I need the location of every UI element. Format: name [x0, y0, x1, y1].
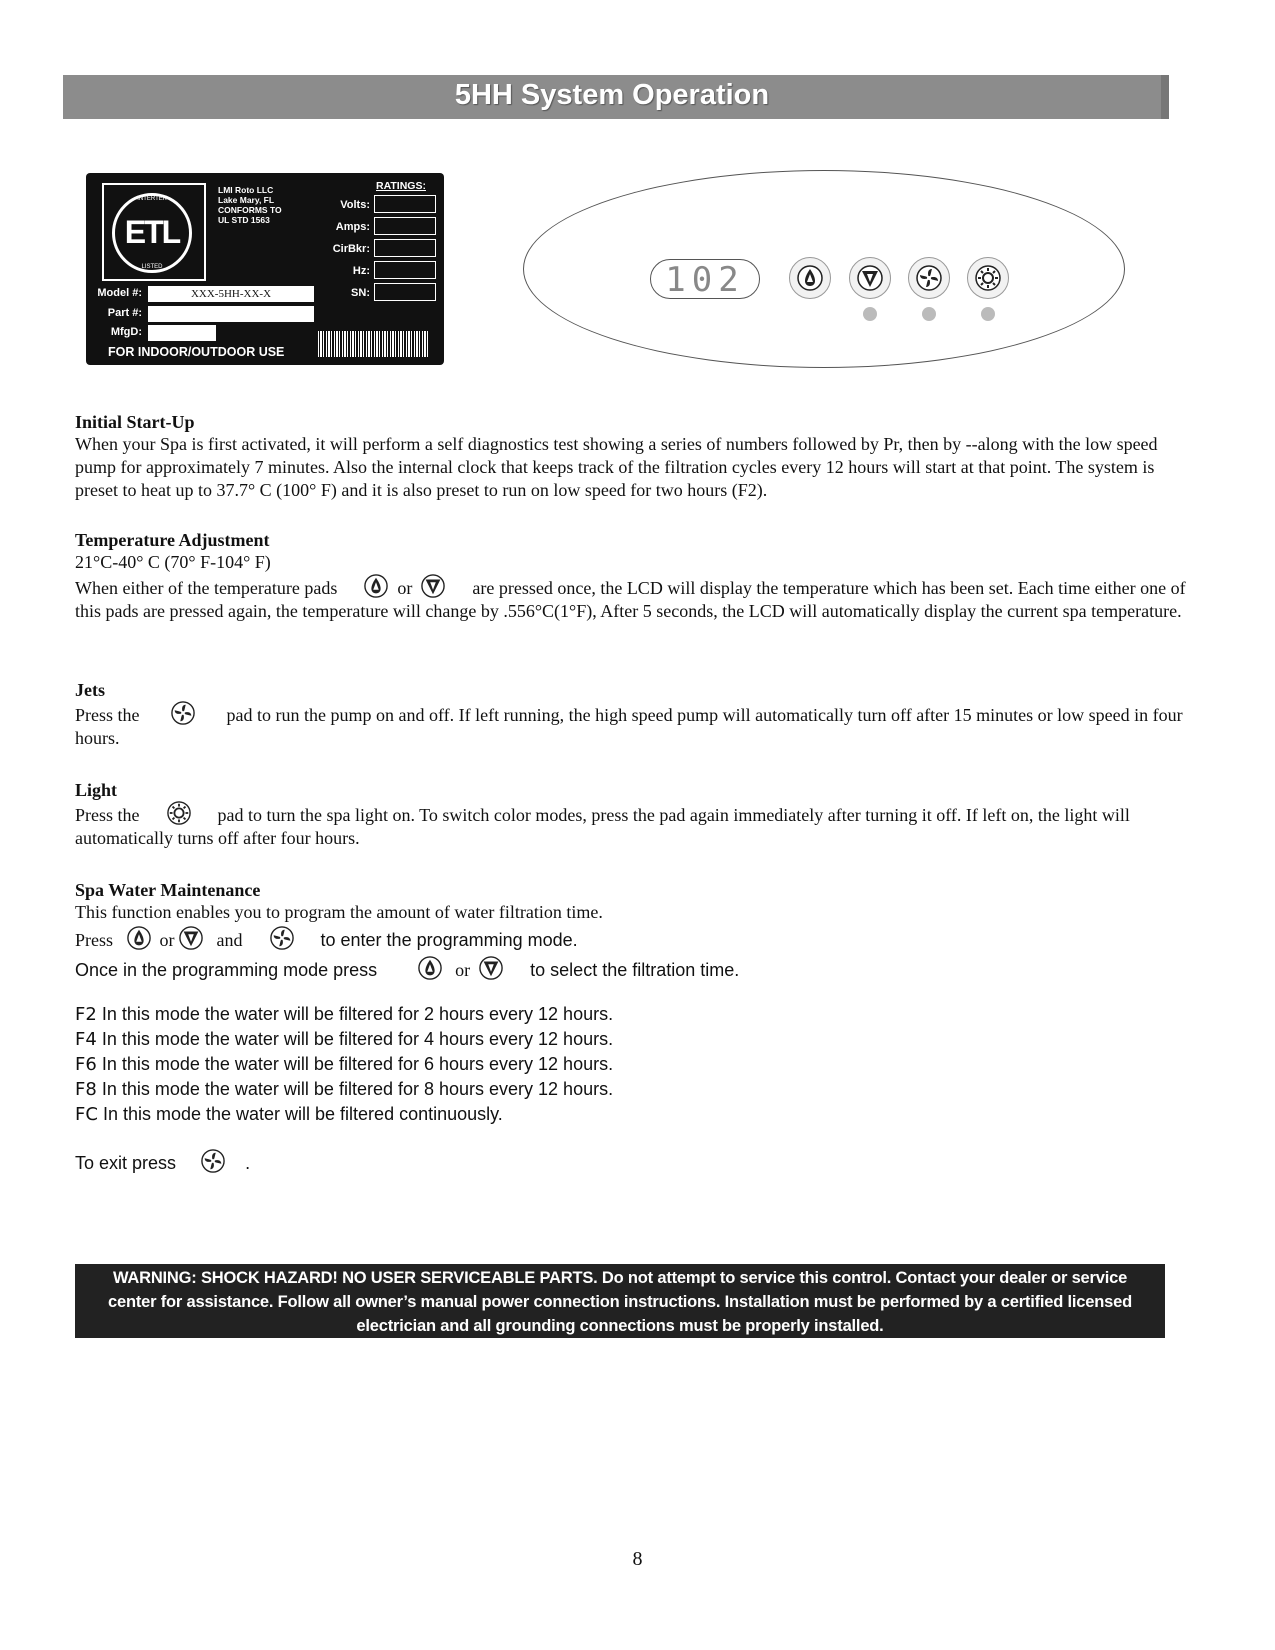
volts-box [374, 195, 436, 213]
light-icon [975, 265, 1001, 291]
mfgd-label: MfgD: [110, 326, 142, 338]
page-number: 8 [632, 1548, 643, 1570]
temp-up-icon [127, 926, 151, 950]
exit-line: To exit press . [75, 1149, 1190, 1175]
jets-icon [201, 1149, 225, 1173]
temp-up-icon [364, 574, 388, 598]
temp-down-pad[interactable] [849, 257, 891, 299]
jets-icon [916, 265, 942, 291]
model-label: Model #: [97, 287, 142, 299]
temp-up-pad[interactable] [789, 257, 831, 299]
part-label: Part #: [107, 307, 142, 319]
page-title: 5HH System Operation [454, 79, 770, 111]
indicator-led [863, 307, 877, 321]
jets-heading: Jets [75, 680, 105, 700]
list-item: F8 In this mode the water will be filtered for 8 hours every 12 hours. [75, 1079, 614, 1100]
hz-box [374, 261, 436, 279]
cirbkr-label: CirBkr: [332, 243, 370, 255]
temp-up-icon [797, 265, 823, 291]
amps-label: Amps: [335, 221, 370, 233]
warning-banner: WARNING: SHOCK HAZARD! NO USER SERVICEABLE PARTS. Do not attempt to service this control. Contact your dealer or service center for assistance. Follow all owner’s manual power connection instructions. Installation must be performed by a certified licensed electrician and all grounding connections must be properly installed. [75, 1264, 1165, 1338]
volts-label: Volts: [340, 199, 370, 211]
maintenance-once-line: Once in the programming mode press or to select the filtration time. [75, 956, 1190, 982]
lcd-display: 102 [650, 259, 760, 299]
temperature-heading: Temperature Adjustment [75, 530, 270, 550]
cirbkr-box [374, 239, 436, 257]
hz-label: Hz: [352, 265, 370, 277]
light-pad[interactable] [967, 257, 1009, 299]
list-item: F2 In this mode the water will be filtered for 2 hours every 12 hours. [75, 1004, 614, 1025]
startup-body: When your Spa is first activated, it will perform a self diagnostics test showing a series of numbers followed by Pr, then by --along with the low speed pump for approximately 7 minutes. Also the internal clock that keeps track of the filtration cycles every 12 hours will start at that point. The system is preset to heat up to 37.7° C (100° F) and it is also preset to run on low speed for two hours (F2). [75, 434, 1158, 500]
temp-down-icon [421, 574, 445, 598]
section-startup [75, 412, 1190, 502]
control-panel [523, 170, 1125, 368]
temp-up-icon [418, 956, 442, 980]
section-temperature [75, 530, 1190, 623]
filtration-modes [75, 1002, 1190, 1127]
part-box [148, 306, 314, 322]
sn-label: SN: [351, 287, 370, 299]
jets-icon [171, 701, 195, 725]
temp-down-icon [479, 956, 503, 980]
maintenance-intro: This function enables you to program the amount of water filtration time. [75, 902, 603, 922]
sn-box [374, 283, 436, 301]
indicator-led [922, 307, 936, 321]
indicator-led [981, 307, 995, 321]
section-jets [75, 680, 1190, 750]
list-item: FC In this mode the water will be filtered continuously. [75, 1104, 503, 1125]
section-maintenance [75, 880, 1190, 1175]
maintenance-heading: Spa Water Maintenance [75, 880, 261, 900]
jets-pad[interactable] [908, 257, 950, 299]
ratings-heading: RATINGS: [376, 180, 426, 192]
list-item: F4 In this mode the water will be filtered for 4 hours every 12 hours. [75, 1029, 614, 1050]
temp-down-icon [857, 265, 883, 291]
mfgd-box [148, 325, 216, 341]
maintenance-press-line: Press or and to enter the programming mode. [75, 926, 1190, 952]
temp-down-icon [179, 926, 203, 950]
use-text: FOR INDOOR/OUTDOOR USE [108, 345, 285, 359]
light-heading: Light [75, 780, 118, 800]
title-bar [63, 75, 1169, 119]
barcode [318, 331, 430, 357]
model-value: XXX-5HH-XX-X [148, 286, 314, 302]
startup-heading: Initial Start-Up [75, 412, 195, 432]
jets-icon [270, 926, 294, 950]
amps-box [374, 217, 436, 235]
temperature-body: When either of the temperature pads or are pressed once, the LCD will display the temperature which has been set. Each time either one of this pads are pressed again, the temperature will change by .556°C(1°F), After 5 seconds, the LCD will automatically display the current spa temperature. [75, 574, 1190, 623]
etl-logo: INTERTEK ETL LISTED [102, 183, 206, 281]
jets-body: Press the pad to run the pump on and off. If left running, the high speed pump will automatically turn off after 15 minutes or low speed in four hours. [75, 701, 1190, 750]
light-icon [167, 801, 191, 825]
temperature-range: 21°C-40° C (70° F-104° F) [75, 552, 271, 572]
light-body: Press the pad to turn the spa light on. To switch color modes, press the pad again immediately after turning it off. If left on, the light will automatically turns off after four hours. [75, 801, 1190, 850]
rating-label [86, 173, 444, 365]
manufacturer-info: LMI Roto LLC Lake Mary, FL CONFORMS TO UL STD 1563 [218, 185, 282, 225]
section-light [75, 780, 1190, 850]
list-item: F6 In this mode the water will be filtered for 6 hours every 12 hours. [75, 1054, 614, 1075]
